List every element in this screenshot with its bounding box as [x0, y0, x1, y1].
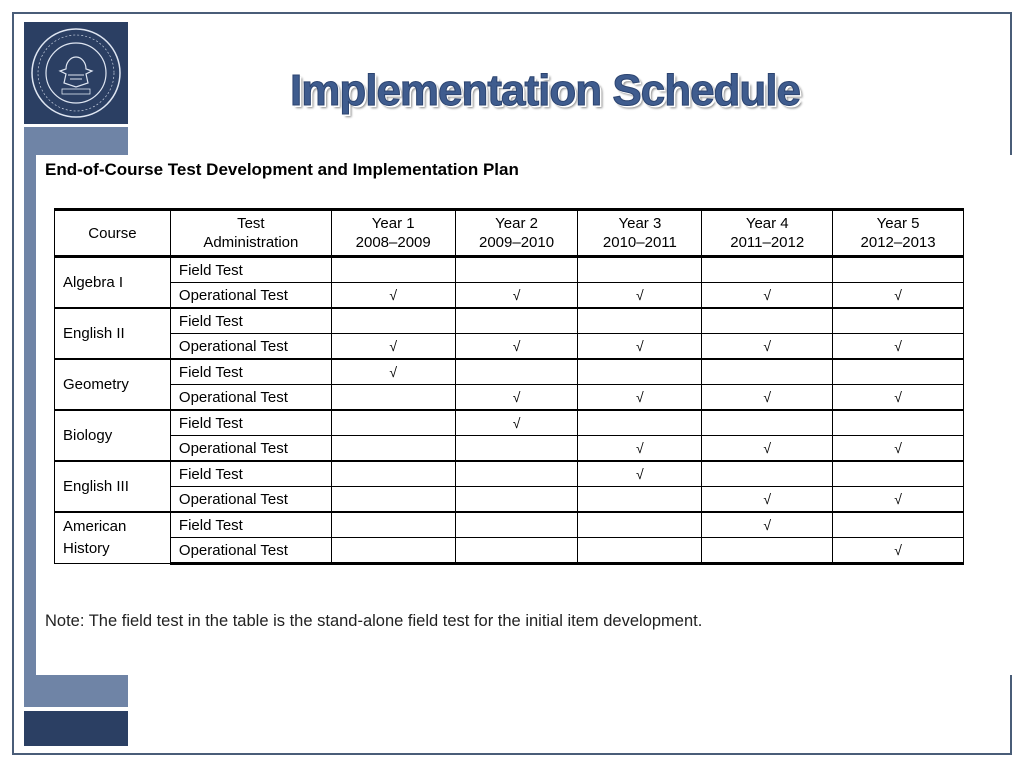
check-mark-cell: √	[833, 385, 964, 411]
course-name: English III	[55, 461, 171, 512]
empty-cell	[578, 308, 702, 334]
table-row	[55, 410, 964, 436]
empty-cell	[331, 538, 455, 564]
slide-title: Implementation Schedule	[290, 66, 800, 115]
header-year-2	[455, 210, 578, 257]
check-mark-cell: √	[331, 359, 455, 385]
empty-cell	[331, 461, 455, 487]
test-administration: Field Test	[170, 512, 331, 538]
empty-cell	[702, 359, 833, 385]
check-mark-cell: √	[833, 487, 964, 513]
year-range: 2010–2011	[602, 234, 677, 251]
year-label: Year 3	[618, 215, 662, 232]
empty-cell	[455, 538, 578, 564]
empty-cell	[578, 257, 702, 283]
empty-cell	[833, 410, 964, 436]
test-administration: Operational Test	[170, 283, 331, 309]
table-row	[55, 461, 964, 487]
course-name: English II	[55, 308, 171, 359]
course-name: American History	[55, 512, 171, 564]
check-mark-cell: √	[833, 538, 964, 564]
empty-cell	[702, 461, 833, 487]
check-mark-cell: √	[578, 283, 702, 309]
year-label: Year 5	[876, 215, 920, 232]
implementation-table	[54, 208, 964, 565]
louisiana-seal-icon	[30, 27, 122, 119]
check-mark-cell: √	[455, 334, 578, 360]
check-mark-cell: √	[455, 385, 578, 411]
check-mark-cell: √	[833, 436, 964, 462]
empty-cell	[455, 257, 578, 283]
check-mark-cell: √	[702, 385, 833, 411]
table-row	[55, 308, 964, 334]
table-row	[55, 334, 964, 360]
header-admin-line1: Test	[237, 215, 265, 232]
side-accent-bar	[24, 157, 36, 675]
table-row	[55, 538, 964, 564]
table-heading: End-of-Course Test Development and Implementation Plan	[45, 160, 519, 179]
header-year-4	[702, 210, 833, 257]
table-row	[55, 436, 964, 462]
empty-cell	[578, 538, 702, 564]
empty-cell	[331, 308, 455, 334]
table-note: Note: The field test in the table is the stand-alone field test for the initial item development.	[45, 612, 703, 630]
year-label: Year 1	[371, 215, 415, 232]
empty-cell	[331, 385, 455, 411]
empty-cell	[331, 487, 455, 513]
check-mark-cell: √	[702, 512, 833, 538]
course-name: Algebra I	[55, 257, 171, 309]
check-mark-cell: √	[455, 283, 578, 309]
check-mark-cell: √	[702, 487, 833, 513]
empty-cell	[331, 436, 455, 462]
empty-cell	[702, 257, 833, 283]
table-row	[55, 283, 964, 309]
empty-cell	[455, 461, 578, 487]
empty-cell	[833, 257, 964, 283]
check-mark-cell: √	[702, 436, 833, 462]
test-administration: Operational Test	[170, 385, 331, 411]
table-header-row	[55, 210, 964, 257]
empty-cell	[455, 436, 578, 462]
empty-cell	[702, 538, 833, 564]
course-name: Geometry	[55, 359, 171, 410]
header-year-5	[833, 210, 964, 257]
accent-bar	[24, 127, 128, 157]
year-range: 2009–2010	[479, 234, 555, 251]
empty-cell	[455, 308, 578, 334]
check-mark-cell: √	[702, 334, 833, 360]
empty-cell	[702, 308, 833, 334]
check-mark-cell: √	[578, 436, 702, 462]
header-admin-line2: Administration	[203, 234, 299, 251]
test-administration: Field Test	[170, 410, 331, 436]
year-range: 2012–2013	[860, 234, 936, 251]
check-mark-cell: √	[331, 283, 455, 309]
check-mark-cell: √	[578, 461, 702, 487]
footer-panel	[24, 711, 128, 746]
header-year-3	[578, 210, 702, 257]
check-mark-cell: √	[578, 334, 702, 360]
empty-cell	[833, 512, 964, 538]
check-mark-cell: √	[578, 385, 702, 411]
table-row	[55, 385, 964, 411]
check-mark-cell: √	[833, 334, 964, 360]
year-range: 2008–2009	[355, 234, 431, 251]
empty-cell	[578, 512, 702, 538]
test-administration: Operational Test	[170, 436, 331, 462]
test-administration: Field Test	[170, 257, 331, 283]
empty-cell	[331, 257, 455, 283]
empty-cell	[331, 512, 455, 538]
course-name: Biology	[55, 410, 171, 461]
empty-cell	[578, 487, 702, 513]
header-course: Course	[55, 210, 171, 257]
empty-cell	[455, 359, 578, 385]
test-administration: Operational Test	[170, 487, 331, 513]
empty-cell	[833, 461, 964, 487]
header-test-administration	[170, 210, 331, 257]
empty-cell	[455, 487, 578, 513]
test-administration: Field Test	[170, 359, 331, 385]
test-administration: Field Test	[170, 308, 331, 334]
check-mark-cell: √	[455, 410, 578, 436]
header-year-1	[331, 210, 455, 257]
check-mark-cell: √	[702, 283, 833, 309]
empty-cell	[833, 308, 964, 334]
year-label: Year 2	[495, 215, 538, 232]
table-row	[55, 359, 964, 385]
test-administration: Field Test	[170, 461, 331, 487]
empty-cell	[702, 410, 833, 436]
test-administration: Operational Test	[170, 334, 331, 360]
empty-cell	[578, 359, 702, 385]
test-administration: Operational Test	[170, 538, 331, 564]
empty-cell	[331, 410, 455, 436]
empty-cell	[455, 512, 578, 538]
year-label: Year 4	[745, 215, 789, 232]
empty-cell	[833, 359, 964, 385]
check-mark-cell: √	[331, 334, 455, 360]
table-row	[55, 257, 964, 283]
table-row	[55, 512, 964, 538]
empty-cell	[578, 410, 702, 436]
table-body	[55, 257, 964, 564]
table-row	[55, 487, 964, 513]
check-mark-cell: √	[833, 283, 964, 309]
accent-bar-lower	[24, 675, 128, 707]
year-range: 2011–2012	[730, 234, 805, 251]
